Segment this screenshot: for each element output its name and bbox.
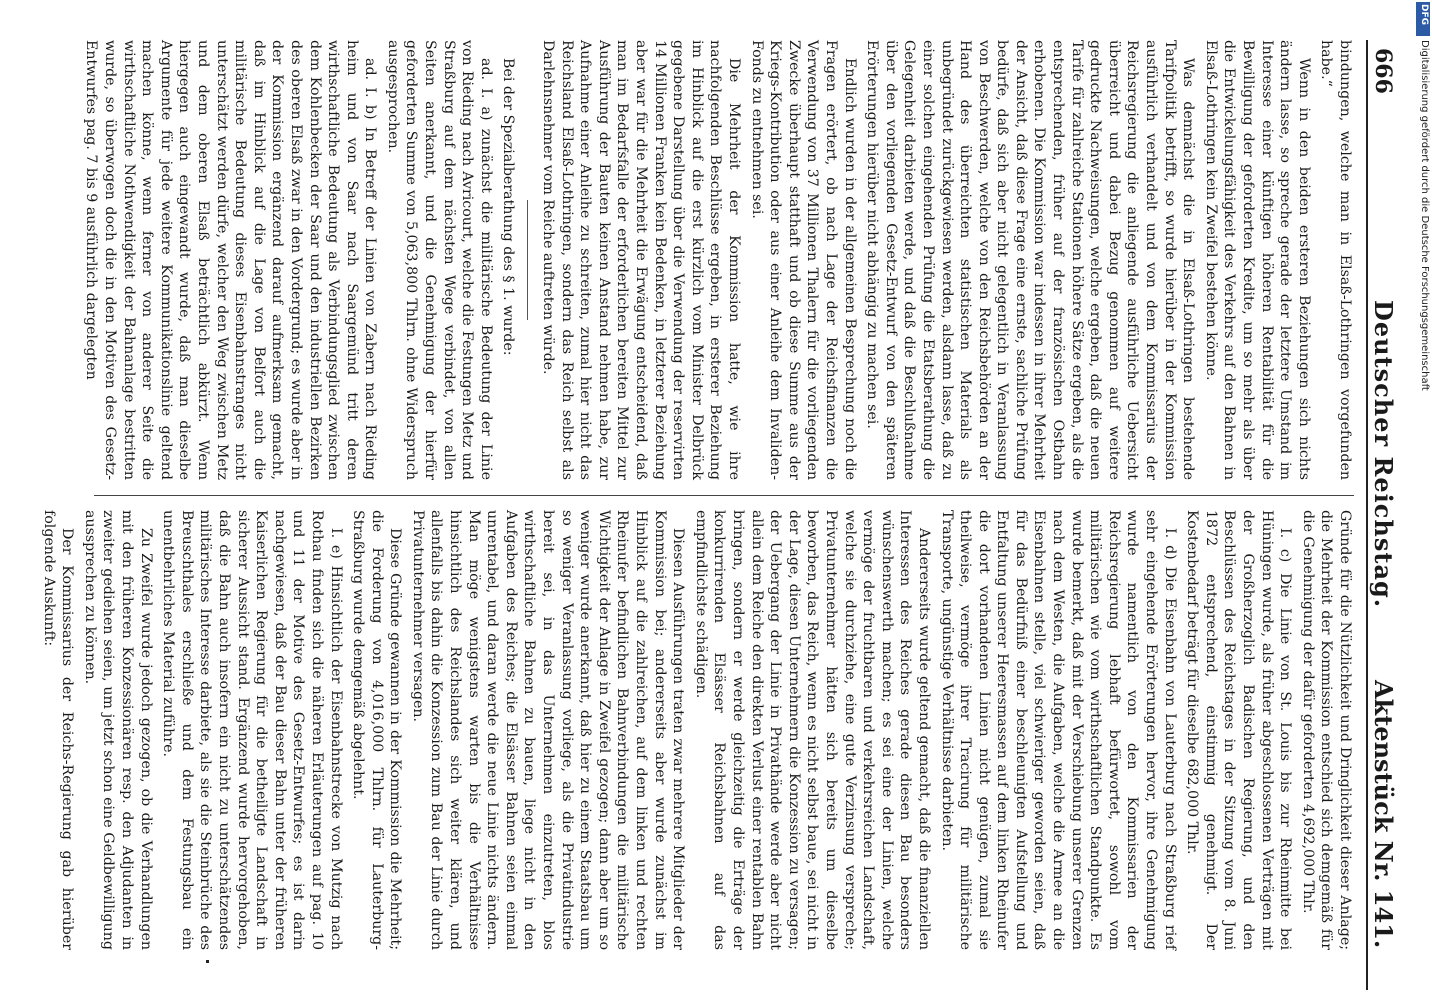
- page-number: 666: [1370, 48, 1396, 94]
- paragraph: Diese Gründe gewannen in der Kommission die Mehrheit; die Forderung von 4,016,000 Thlrn. für Lauterburg-Straßburg wurde demgemäß abgelehnt.: [350, 510, 404, 950]
- paragraph: ad. I. a) zunächst die militärische Bedeutung der Linie von Rieding nach Avricourt, welche die Festungen Metz und Straßburg auf dem nächsten Wege verbindet, von allen Seiten anerkannt, und die Genehmigung der hierfür geforderten Summe von 5,063,800 Thlrn. ohne Widerspruch ausgesprochen.: [384, 40, 494, 480]
- page-title: Deutscher Reichstag.: [1369, 300, 1398, 609]
- paragraph: Zu Zweifel wurde jedoch gezogen, ob die Verhandlungen mit den früheren Konzessionären resp. den Adjudanten in zweiter gediehen seien, um jetzt schon eine Geldbewilligung aussprechen zu können.: [81, 510, 154, 950]
- page-header: [1366, 40, 1402, 990]
- paragraph: I. d) Die Eisenbahn von Lauterburg nach Straßburg rief sehr eingehende Erörterungen hervor, ihre Genehmigung wurde namentlich von den Kommissarien der Reichsregierung lebhaft befürwortet, sowohl vom militärischen wie vom wirthschaftlichen Standpunkte. Es wurde bemerkt, daß mit der Verschiebung unserer Grenzen nach dem Westen, die Aufgaben, welche die Armee an die Eisenbahnen stelle, viel schwieriger geworden seien, daß für das Bedürfniß einer beschleunigten Aufstellung und Entfaltung unserer Heeresmassen auf dem linken Rheinufer die dort vorhandenen Linien nicht genügen, zumal sie theilweise, vermöge ihrer Tracirung für militärische Transporte, ungünstige Verhältnisse darbieten.: [938, 510, 1178, 950]
- paragraph: Wenn in den beiden ersteren Beziehungen sich nichts ändern lasse, so spreche gerade der letztere Umstand im Interesse einer künftigen höheren Rentabilität für die Bewilligung der geforderten Kredite, um so mehr als über die Entwickelungsfähigkeit des Verkehrs auf den Bahnen in Elsaß-Lothringen kein Zweifel bestehen könne.: [1202, 40, 1312, 480]
- column-rule: [94, 495, 1354, 496]
- dfg-logo: [1416, 2, 1430, 36]
- column-left: [83, 40, 1354, 480]
- paragraph: Gründe für die Nützlichkeit und Dringlichkeit dieser Anlage; die Mehrheit der Kommission entschied sich demgemäß für die Genehmigung der dafür geforderten 4,692,000 Thlr.: [1299, 510, 1353, 950]
- digitization-note-strip: [1416, 40, 1430, 1000]
- document-number: Aktenstück Nr. 141.: [1369, 680, 1398, 949]
- scan-speck: [206, 960, 209, 963]
- paragraph: Die Mehrheit der Kommission hatte, wie ihre nachfolgenden Beschlüsse ergeben, in ersterer Beziehung im Hinblick auf die erst kürzlich vom Minister Delbrück gegebene Darstellung über die Verwendung der reservirten 14 Millionen Franken kein Bedenken, in letzterer Beziehung aber war für die Mehrheit die Erwägung entscheidend, daß man im Bedarfsfalle der erforderlichen bereiten Mittel zur Ausführung der Bauten keinen Anstand nehmen habe, zur Aufnahme einer Anleihe zu schreiten, zumal hier nicht das Reichsland Elsaß-Lothringen, sondern das Reich selbst als Darlehnsnehmer vom Reiche auftreten würde.: [540, 40, 742, 480]
- dfg-logo-text: DFG: [1419, 4, 1429, 26]
- rotated-content: [40, 40, 1402, 990]
- paragraph: Der Kommissarius der Reichs-Regierung gab hierüber folgende Auskunft:: [40, 510, 76, 950]
- paragraph: bindungen, welche man in Elsaß-Lothringen vorgefunden habe.“: [1318, 40, 1353, 480]
- paragraph: I. c) Die Linie von St. Louis bis zur Rheinmitte bei Hüningen wurde, als früher abgeschlossenen Verträgen mit der Großherzoglich Badischen Regierung, und den Beschlüssen des Reichstages in der Sitzung vom 8. Juni 1872 entsprechend, einstimmig genehmigt. Der Kostenbedarf beträgt für dieselbe 682,000 Thlr.: [1184, 510, 1294, 950]
- paragraph: Bei der Spezialberathung des § 1. wurde:: [500, 58, 517, 356]
- paragraph: ad. I. b) In Betreff der Linien von Zabern nach Rieding heim und von Saar nach Saargemünd tritt deren wirthschaftliche Bedeutung als Verbindungsglied zwischen dem Kohlenbecken der Saar und den industriellen Bezirken des oberen Elsaß zwar in den Vordergrund; es wurde aber in der Kommission ergänzend darauf aufmerksam gemacht, daß im Hinblick auf die Lage von Belfort auch die militärische Bedeutung dieses Eisenbahnstranges nicht unterschätzt werden dürfe, welcher den Weg zwischen Metz und dem oberen Elsaß beträchtlich abkürzt. Wenn hiergegen auch eingewandt wurde, daß man dieselbe Argumente für jede weitere Kommunikationslinie geltend machen könne, wenn ferner von anderer Seite die wirthschaftliche Nothwendigkeit der Bahnanlage bestritten wurde, so überwogen doch die in den Motiven des Gesetz-Entwurfes pag. 7 bis 9 ausführlich dargelegten: [83, 40, 379, 480]
- paragraph: Was demnächst die in Elsaß-Lothringen bestehende Tarifpolitik betrifft, so wurde hierüber in der Kommission ausführlich verhandelt und von dem Kommissarius der Reichsregierung die anliegende ausführliche Uebersicht überreicht und dabei Bezug genommen auf weitere gedruckte Nachweisungen, welche ergeben, daß die neuen Tarife für zahlreiche Stationen höhere Sätze ergeben, als die entsprechenden, früher auf der französischen Ostbahn erhobenen. Die Kommission war indessen in ihrer Mehrheit der Ansicht, daß diese Frage eine ernste, sachliche Prüfung bedürfe, daß sich aber nicht gelegentlich in Veranlassung von Beschwerden, welche von den Reichsbehörden an der Hand des überreichten statistischen Materials als unbegründet zurückgewiesen werden, alsdann lasse, daß zu einer solchen eingehenden Prüfung die Etatsberathung die Gelegenheit darbieten werde, und daß die Beschlußnahme über den vorliegenden Gesetz-Entwurf von den späteren Erörterungen hierüber nicht abhängig zu machen sei.: [864, 40, 1197, 480]
- section-divider: [527, 200, 528, 320]
- column-right: [40, 510, 1354, 950]
- paragraph: Andererseits wurde geltend gemacht, daß die finanziellen Interessen des Reiches gerade diesen Bau besonders wünschenswerth machen; es sei eine der Linien, welche vermöge der fruchtbaren und verkehrsreichen Landschaft, welche sie durchziehe, eine gute Verzinsung verspreche; Privatunternehmer hätten sich bereits um dieselbe beworben, das Reich, wenn es nicht selbst baue, sei nicht in der Lage, diesen Unternehmern die Konzession zu versagen; der Uebergang der Linie in Privathände werde aber nicht allein dem Reiche den direkten Verlust einer rentablen Bahn bringen, sondern er werde gleichzeitig die Erträge der konkurrirenden Elsässer Reichsbahnen auf das empfindlichste schädigen.: [692, 510, 932, 950]
- text-columns: [40, 40, 1354, 990]
- paragraph: Endlich wurden in der allgemeinen Besprechung noch die Fragen erörtert, ob nach Lage der Reichsfinanzen die Verwendung von 37 Millionen Thalern für die vorliegenden Zwecke überhaupt statthaft und ob diese Summe aus der Kriegs-Kontribution oder aus einer Anleihe dem Invaliden-Fonds zu entnehmen sei.: [748, 40, 858, 480]
- digitization-note: Digitalisierung gefördert durch die Deutsche Forschungsgemeinschaft: [1419, 40, 1430, 391]
- paragraph: I. e) Hinsichtlich der Eisenbahnstrecke von Mutzig nach Rothau finden sich die näheren Erläuterungen auf pag. 10 und 11 der Motive des Gesetz-Entwurfes; es ist darin nachgewiesen, daß der Bau dieser Bahn unter der früheren Kaiserlichen Regierung für die betheiligte Landschaft in sicherer Aussicht stand. Ergänzend wurde hervorgehoben, daß die Bahn auch insofern ein nicht zu unterschätzendes militärisches Interesse darbiete, als sie die Steinbrüche des Breuschthales erschließe und dem Festungsbau ein unentbehrliches Material zuführe.: [160, 510, 344, 950]
- paragraph: Diesen Ausführungen traten zwar mehrere Mitglieder der Kommission bei; andererseits aber wurde zunächst im Hinblick auf die zahlreichen, auf dem linken und rechten Rheinufer befindlichen Bahnverbindungen die militärische Wichtigkeit der Anlage in Zweifel gezogen; dann aber um so weniger wurde anerkannt, daß hier zu einem Staatsbau um so weniger Veranlassung vorliege, als die Privatindustrie bereit sei, in das Unternehmen einzutreten, blos wirthschaftliche Bahnen zu bauen, liege nicht in den Aufgaben des Reiches; die Elsässer Bahnen seien einmal unrentabel, und daran werde die neue Linie nichts ändern. Man möge wenigstens warten bis die Verhältnisse hinsichtlich des Reichslandes sich weiter klären, und allenfalls bis dahin die Konzession zum Bau der Linie durch Privatunternehmer versagen.: [409, 510, 687, 950]
